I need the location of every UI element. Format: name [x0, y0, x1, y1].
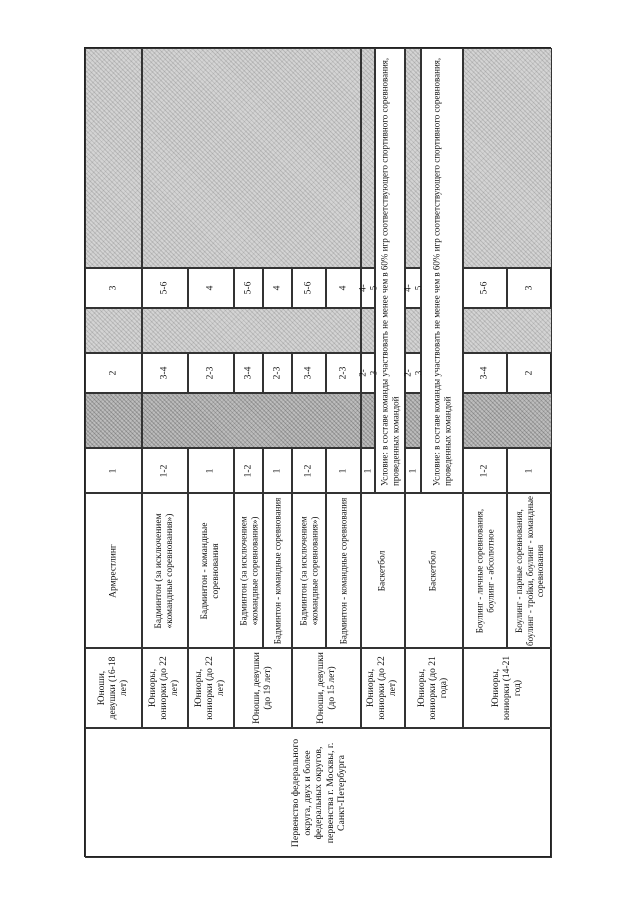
place-cell: 1 [85, 448, 142, 493]
discipline-cell: Боулинг - парные соревнования, боулинг - тройки, боулинг - командные соревнования [507, 493, 552, 648]
hatched-cell [463, 393, 552, 448]
age-cell-bowling: Юниоры, юниорки (14-21 год) [463, 648, 552, 728]
place-cell: 4 [326, 268, 361, 308]
grid [84, 47, 551, 857]
hatched-cell [463, 48, 552, 268]
place-cell: 2-3 [361, 353, 375, 393]
place-cell: 1 [326, 448, 361, 493]
discipline-cell: Бадминтон - командные соревнования [263, 493, 292, 648]
place-cell: 1 [188, 448, 234, 493]
place-cell: 3-4 [234, 353, 263, 393]
hatched-cell [361, 48, 375, 268]
place-cell: 2-3 [188, 353, 234, 393]
place-cell: 1-2 [292, 448, 326, 493]
discipline-armwrestling: Армрестлинг [85, 493, 142, 648]
place-cell: 3-4 [463, 353, 507, 393]
place-cell: 5-6 [234, 268, 263, 308]
place-cell: 3 [507, 268, 552, 308]
place-cell: 1 [361, 448, 375, 493]
condition-cell: Условие: в составе команды участвовать не менее чем в 60% игр соответствующего спортивного соревнования, проведенных командой [375, 48, 405, 493]
discipline-cell: Бадминтон - командные соревнования [326, 493, 361, 648]
age-cell: Юноши, девушки (до 19 лет) [234, 648, 292, 728]
place-cell: 3-4 [292, 353, 326, 393]
hatched-cell [405, 308, 421, 353]
hatched-cell [361, 308, 375, 353]
discipline-cell: Боулинг - личные соревнования, боулинг - абсолютное [463, 493, 507, 648]
place-cell: 4 [188, 268, 234, 308]
hatched-cell [85, 393, 142, 448]
place-cell: 1-2 [463, 448, 507, 493]
discipline-cell: Бадминтон (за исключением «командные соревнования») [234, 493, 263, 648]
age-cell: Юноши, девушки (до 15 лет) [292, 648, 361, 728]
hatched-cell [142, 393, 361, 448]
age-cell: Юниоры, юниорки (до 22 лет) [188, 648, 234, 728]
place-cell: 1-2 [142, 448, 188, 493]
age-cell: Юниоры, юниорки (до 21 года) [405, 648, 463, 728]
place-cell: 5-6 [142, 268, 188, 308]
hatched-cell [405, 393, 421, 448]
age-cell-armwrestling: Юноши, девушки (16-18 лет) [85, 648, 142, 728]
place-cell: 4 [263, 268, 292, 308]
place-cell: 2 [507, 353, 552, 393]
place-cell: 3 [85, 268, 142, 308]
discipline-cell: Бадминтон (за исключением «командные соревнования») [292, 493, 326, 648]
hatched-cell [142, 48, 361, 268]
place-cell: 2-3 [263, 353, 292, 393]
condition-cell: Условие: в составе команды участвовать не менее чем в 60% игр соответствующего спортивного соревнования, проведенных командой [421, 48, 463, 493]
place-cell: 1-2 [234, 448, 263, 493]
place-cell: 3-4 [142, 353, 188, 393]
place-cell: 2-3 [405, 353, 421, 393]
hatched-cell [142, 308, 361, 353]
discipline-cell: Бадминтон - командные соревнования [188, 493, 234, 648]
competition-cell [85, 728, 552, 858]
place-cell: 4-5 [361, 268, 375, 308]
place-cell: 5-6 [463, 268, 507, 308]
place-cell: 5-6 [292, 268, 326, 308]
age-cell: Юниоры, юниорки (до 22 лет) [142, 648, 188, 728]
discipline-cell: Баскетбол [361, 493, 405, 648]
place-cell: 1 [507, 448, 552, 493]
place-cell: 1 [263, 448, 292, 493]
hatched-cell [85, 48, 142, 268]
hatched-cell [85, 308, 142, 353]
place-cell: 1 [405, 448, 421, 493]
discipline-cell: Баскетбол [405, 493, 463, 648]
hatched-cell [405, 48, 421, 268]
competition-name: Первенство федерального округа, двух и более федеральных округов, первенства г. Москвы, г. Санкт-Петербурга [289, 738, 347, 848]
place-cell: 2-3 [326, 353, 361, 393]
age-cell: Юниоры, юниорки (до 22 лет) [361, 648, 405, 728]
hatched-cell [361, 393, 375, 448]
discipline-cell: Бадминтон (за исключением «командные соревнования») [142, 493, 188, 648]
place-cell: 4-5 [405, 268, 421, 308]
hatched-cell [463, 308, 552, 353]
place-cell: 2 [85, 353, 142, 393]
